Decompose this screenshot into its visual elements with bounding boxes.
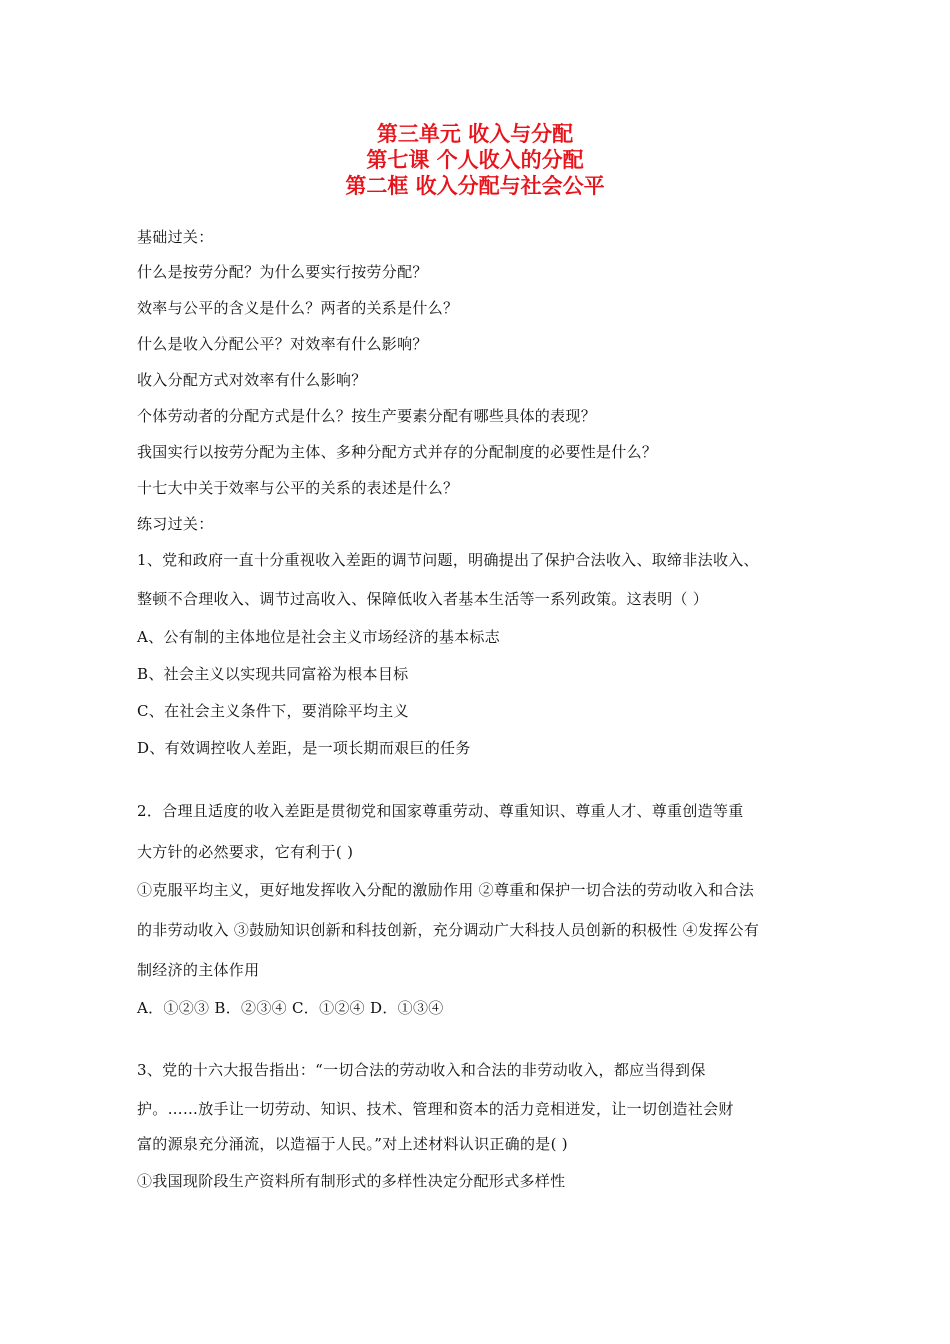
q3-stem-line: 护。……放手让一切劳动、知识、技术、管理和资本的活力竞相迸发，让一切创造社会财: [137, 1100, 734, 1118]
q1-option-a: A、公有制的主体地位是社会主义市场经济的基本标志: [137, 628, 501, 646]
q1-option-c: C、在社会主义条件下，要消除平均主义: [137, 702, 409, 720]
basic-question: 收入分配方式对效率有什么影响？: [137, 371, 367, 389]
section-title: 第二框 收入分配与社会公平: [345, 174, 605, 198]
q2-stem-line: 2．合理且适度的收入差距是贯彻党和国家尊重劳动、尊重知识、尊重人才、尊重创造等重: [137, 802, 744, 820]
q1-stem-line: 整顿不合理收入、调节过高收入、保障低收入者基本生活等一系列政策。这表明（ ）: [137, 590, 709, 608]
unit-title: 第三单元 收入与分配: [376, 122, 574, 146]
basic-question: 个体劳动者的分配方式是什么？按生产要素分配有哪些具体的表现？: [137, 407, 597, 425]
basic-question: 效率与公平的含义是什么？两者的关系是什么？: [137, 299, 459, 317]
q2-answer-options: A．①②③ B．②③④ C．①②④ D．①③④: [137, 999, 444, 1017]
basic-question: 什么是按劳分配？为什么要实行按劳分配？: [137, 263, 428, 281]
q2-statement-line: ①克服平均主义，更好地发挥收入分配的激励作用 ②尊重和保护一切合法的劳动收入和合法: [137, 881, 755, 899]
lesson-title: 第七课 个人收入的分配: [366, 148, 584, 172]
basic-question: 十七大中关于效率与公平的关系的表述是什么？: [137, 479, 459, 497]
practice-heading: 练习过关：: [137, 515, 214, 533]
basic-heading: 基础过关：: [137, 228, 214, 246]
q3-stem-line: 富的源泉充分涌流，以造福于人民。”对上述材料认识正确的是( ): [137, 1135, 568, 1153]
basic-question: 什么是收入分配公平？对效率有什么影响？: [137, 335, 428, 353]
q3-statement-line: ①我国现阶段生产资料所有制形式的多样性决定分配形式多样性: [137, 1172, 566, 1190]
q2-stem-line: 大方针的必然要求，它有利于( ): [137, 843, 354, 861]
basic-question: 我国实行以按劳分配为主体、多种分配方式并存的分配制度的必要性是什么？: [137, 443, 658, 461]
q2-statement-line: 制经济的主体作用: [137, 961, 260, 979]
q1-option-b: B、社会主义以实现共同富裕为根本目标: [137, 665, 409, 683]
q1-stem-line: 1、党和政府一直十分重视收入差距的调节问题，明确提出了保护合法收入、取缔非法收入、: [137, 551, 759, 569]
q2-statement-line: 的非劳动收入 ③鼓励知识创新和科技创新，充分调动广大科技人员创新的积极性 ④发挥公有: [137, 921, 760, 939]
document-title: [0, 121, 950, 199]
q3-stem-line: 3、党的十六大报告指出：“一切合法的劳动收入和合法的非劳动收入，都应当得到保: [137, 1061, 706, 1079]
q1-option-d: D、有效调控收人差距，是一项长期而艰巨的任务: [137, 739, 471, 757]
